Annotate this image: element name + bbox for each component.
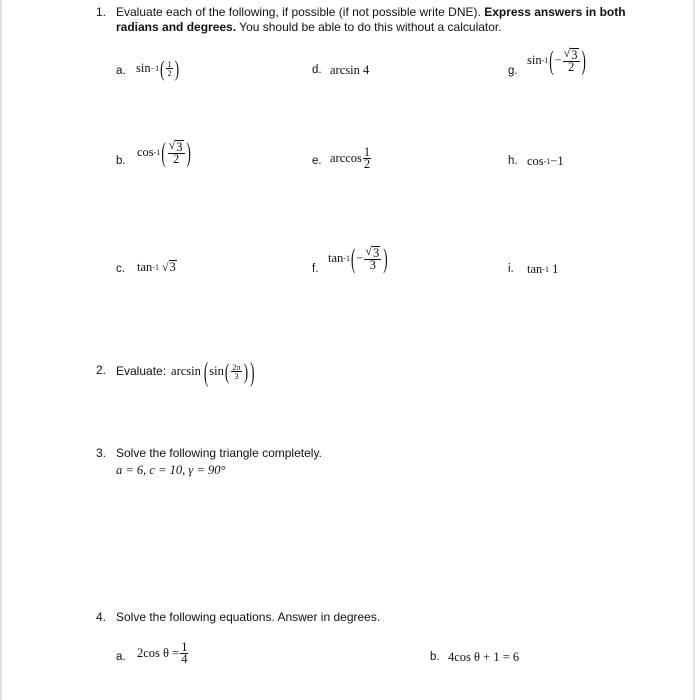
- question-1-instruction-bold-2: radians and degrees.: [116, 20, 237, 34]
- item-1c-expression: tan -1 √ 3: [137, 260, 176, 274]
- left-paren: (: [161, 135, 166, 168]
- question-2-text: [116, 357, 255, 385]
- item-1e-function: arccos: [330, 151, 362, 165]
- item-1g-expression: sin -1 ( − √ 3 2 ): [527, 48, 587, 73]
- item-1i-expression: tan -1 1: [527, 262, 559, 276]
- item-1h-expression: cos -1 −1: [527, 154, 564, 168]
- item-1d-expression: arcsin 4: [330, 63, 370, 77]
- item-4a-label: a.: [116, 651, 126, 663]
- item-1e-numerator: 1: [363, 145, 371, 159]
- item-1a-expression: sin −1 ( $\frac{1}{2}$ ): [136, 54, 180, 81]
- left-paren: (: [203, 355, 209, 387]
- question-2-numerator: 2π: [232, 361, 241, 372]
- question-2-fraction: [231, 363, 242, 380]
- right-paren: ): [581, 43, 586, 76]
- item-1f-denominator: 3: [369, 258, 376, 272]
- left-paren: (: [549, 43, 554, 76]
- item-1c-sqrt: √ 3: [161, 260, 176, 274]
- item-1f-fraction: [364, 246, 381, 271]
- item-1g-radicand: 3: [571, 48, 578, 62]
- question-2-inner-function: sin: [209, 363, 224, 378]
- item-1b-fraction: [168, 140, 185, 165]
- item-4b-label: b.: [430, 651, 440, 663]
- item-1e-label: e.: [312, 155, 322, 167]
- item-1b-numerator: √ 3: [168, 138, 183, 154]
- item-1h-function: cos: [527, 154, 544, 168]
- item-1f-sign: −: [356, 251, 364, 265]
- item-1g-sign: −: [554, 53, 562, 67]
- right-paren: ): [383, 241, 388, 274]
- item-4a-fraction: [180, 642, 188, 665]
- right-paren: ): [243, 358, 249, 384]
- item-1b-function: cos: [137, 145, 154, 159]
- left-paren: (: [160, 54, 165, 81]
- item-1i-argument: 1: [552, 262, 559, 276]
- question-2-number: 2.: [96, 363, 107, 377]
- question-4-number: 4.: [96, 610, 107, 624]
- question-3-text: Solve the following triangle completely.: [116, 446, 322, 460]
- question-3-given: a = 6, c = 10, γ = 90°: [116, 463, 226, 477]
- question-2-outer-function: arcsin: [171, 363, 201, 378]
- question-2-denominator: 3: [234, 370, 239, 381]
- item-1b-denominator: 2: [172, 152, 180, 166]
- item-1b-label: b.: [116, 155, 126, 167]
- item-1h-argument: −1: [550, 154, 564, 168]
- item-1a-fraction: [166, 60, 172, 77]
- item-1g-function: sin: [527, 53, 542, 67]
- question-2-expression: [171, 355, 255, 387]
- item-1i-label: i.: [508, 263, 514, 275]
- item-1e-fraction: [363, 147, 371, 170]
- item-1g-denominator: 2: [567, 60, 575, 74]
- item-4b-expression: 4cos θ + 1 = 6: [448, 650, 520, 664]
- right-paren: ): [250, 355, 255, 387]
- item-1g-fraction: [563, 48, 580, 73]
- item-1g-numerator: √ 3: [563, 46, 578, 62]
- item-1a-denominator: 2: [167, 68, 172, 78]
- item-4a-numerator: 1: [181, 640, 188, 654]
- item-1f-expression: tan -1 ( − √ 3 3 ): [328, 246, 389, 271]
- question-2-label: Evaluate:: [116, 363, 167, 378]
- item-1b-expression: cos -1 ( √ 3 2 ): [137, 140, 192, 165]
- page-left-edge: [0, 0, 2, 700]
- question-1-instruction-2: You should be able to do this without a calculator.: [239, 20, 502, 34]
- question-3-number: 3.: [96, 446, 107, 460]
- item-1a-numerator: 1: [167, 59, 172, 69]
- question-1-instruction-bold: Express answers in both: [484, 5, 626, 19]
- item-1f-function: tan: [328, 251, 344, 265]
- item-1g-label: g.: [508, 65, 518, 77]
- item-4a-expression: [137, 642, 189, 665]
- right-paren: ): [186, 135, 191, 168]
- question-1-line-1: [116, 5, 626, 20]
- item-1f-label: f.: [312, 263, 319, 275]
- left-paren: (: [350, 241, 356, 274]
- item-1i-function: tan: [527, 262, 543, 276]
- question-1-line-2: [116, 20, 502, 35]
- item-1f-numerator: √ 3: [365, 244, 380, 260]
- item-1h-label: h.: [508, 155, 518, 167]
- item-4a-lhs: 2cos θ =: [137, 646, 180, 660]
- item-1c-function: tan: [137, 260, 153, 274]
- item-1b-radicand: 3: [176, 140, 183, 154]
- item-1d-label: d.: [312, 64, 322, 76]
- question-4-text: Solve the following equations. Answer in degrees.: [116, 610, 381, 624]
- item-1a-label: a.: [116, 65, 126, 77]
- question-1-number: 1.: [96, 5, 107, 19]
- question-1-instruction: Evaluate each of the following, if possible (if not possible write DNE).: [116, 5, 481, 19]
- item-1c-label: c.: [116, 263, 125, 275]
- item-1f-radicand: 3: [372, 246, 380, 260]
- item-1e-expression: [330, 147, 372, 170]
- item-1c-radicand: 3: [169, 260, 176, 274]
- right-paren: ): [174, 54, 180, 81]
- item-1a-function: sin: [136, 61, 151, 75]
- item-4a-denominator: 4: [181, 652, 188, 666]
- item-1e-denominator: 2: [363, 157, 371, 171]
- left-paren: (: [224, 358, 230, 384]
